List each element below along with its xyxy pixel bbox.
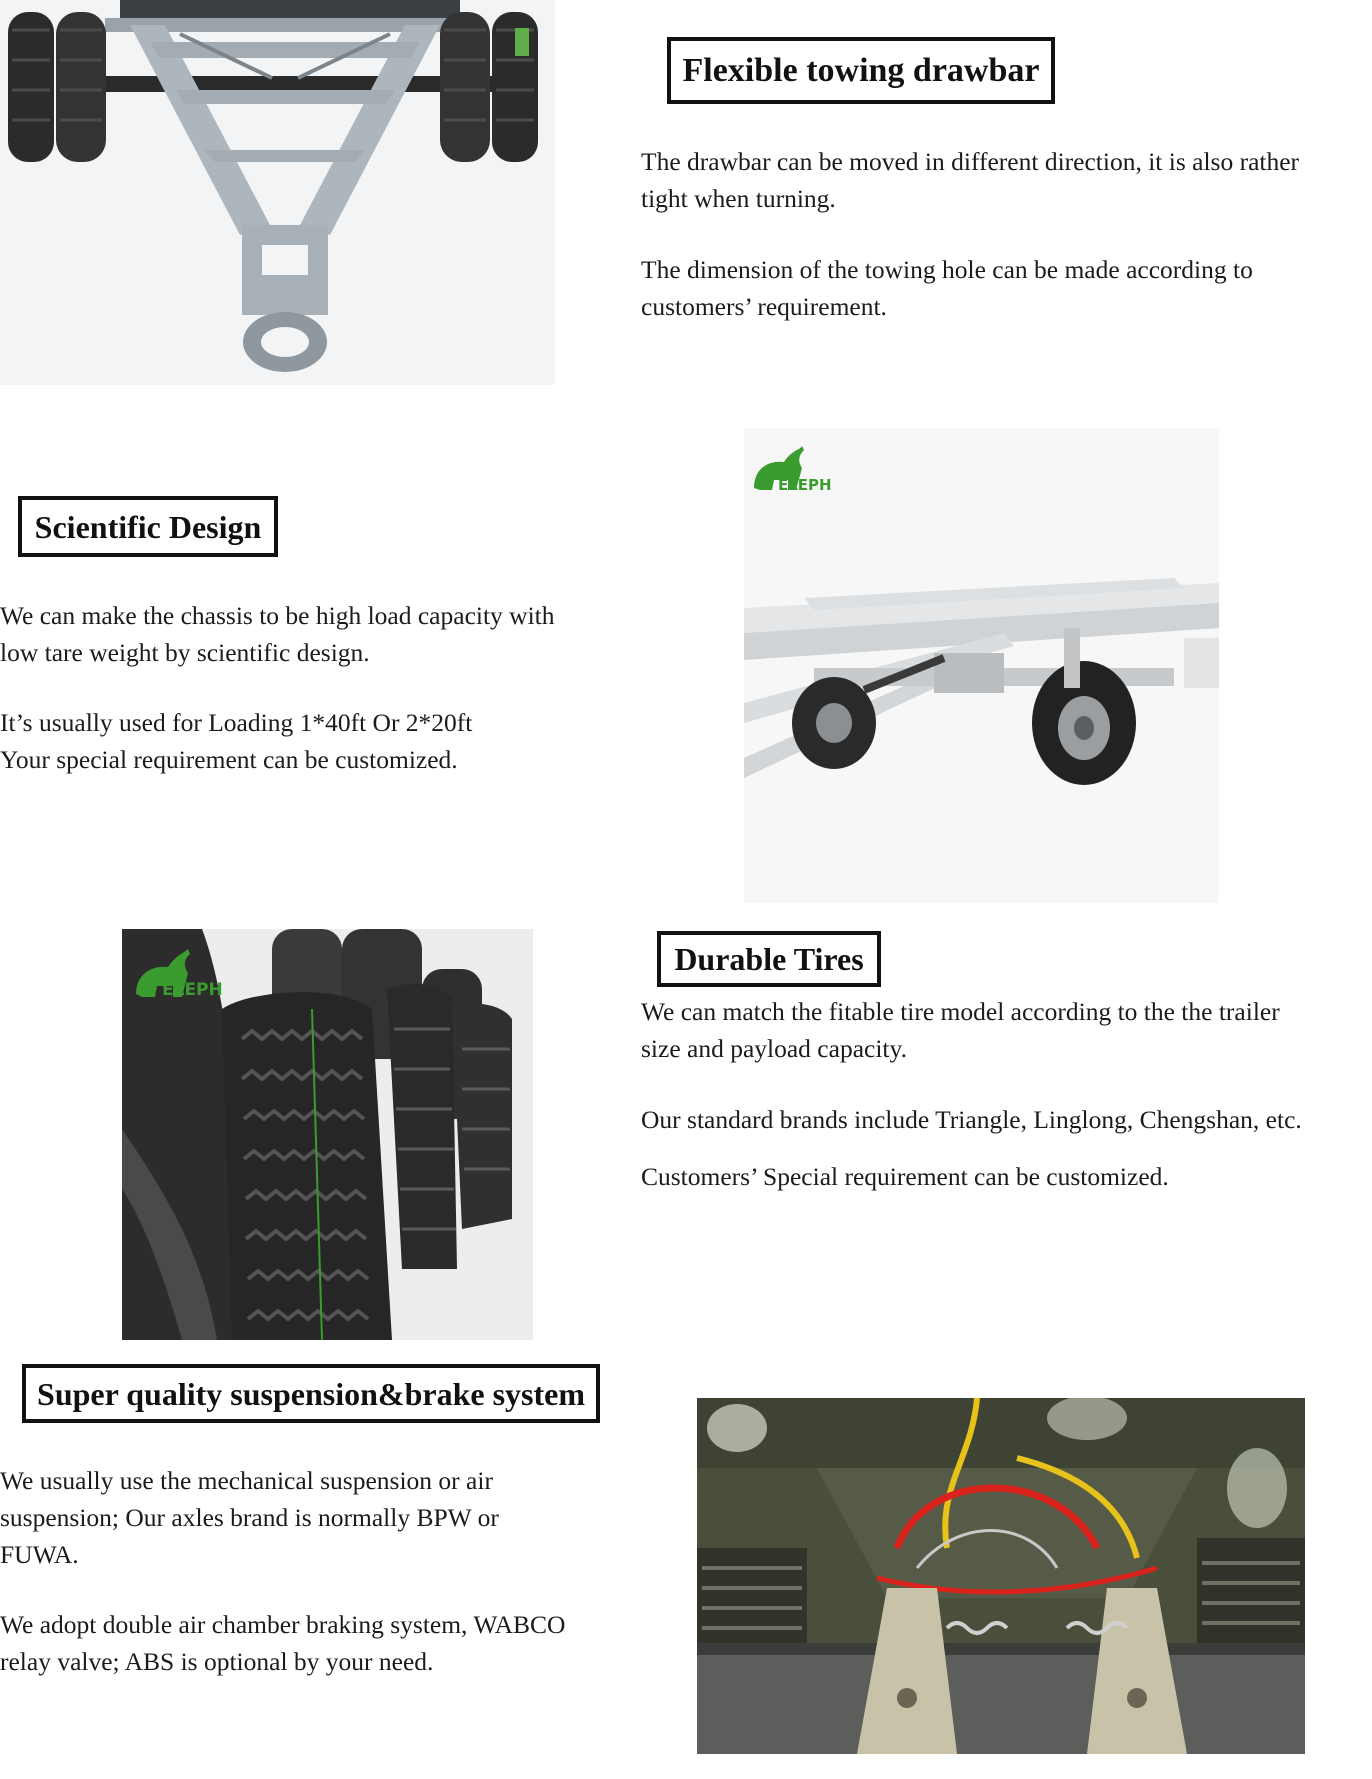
suspension-brake-photo — [697, 1398, 1305, 1754]
suspension-line-1: We usually use the mechanical suspension or air — [0, 1466, 493, 1495]
drawbar-line-1: The drawbar can be moved in different direction, it is also rather — [641, 147, 1300, 176]
tires-line-2: size and payload capacity. — [641, 1034, 907, 1063]
suspension-paragraph-2 — [0, 1606, 565, 1680]
tires-line-3: Our standard brands include Triangle, Linglong, Chengshan, etc. — [641, 1105, 1302, 1134]
suspension-line-3: FUWA. — [0, 1540, 79, 1569]
towing-drawbar-photo — [0, 0, 555, 385]
tires-paragraph-2 — [641, 1101, 1302, 1138]
svg-text:ELEPH: ELEPH — [162, 980, 223, 1000]
section-title-drawbar: Flexible towing drawbar — [667, 37, 1055, 104]
tires-paragraph-3 — [641, 1158, 1169, 1195]
design-line-4: Your special requirement can be customized. — [0, 745, 458, 774]
section-title-design: Scientific Design — [18, 496, 278, 557]
design-paragraph-2 — [0, 704, 472, 778]
drawbar-paragraph-2 — [641, 251, 1253, 325]
tires-paragraph-1 — [641, 993, 1280, 1067]
tires-line-4: Customers’ Special requirement can be customized. — [641, 1162, 1169, 1191]
tires-stack-photo — [122, 929, 533, 1340]
drawbar-line-4: customers’ requirement. — [641, 292, 887, 321]
svg-text:ELEPH: ELEPH — [778, 476, 832, 494]
section-title-suspension: Super quality suspension&brake system — [22, 1364, 600, 1423]
suspension-line-5: relay valve; ABS is optional by your need. — [0, 1647, 434, 1676]
design-paragraph-1 — [0, 597, 555, 671]
section-title-tires: Durable Tires — [657, 931, 881, 987]
tires-line-1: We can match the fitable tire model according to the the trailer — [641, 997, 1280, 1026]
drawbar-line-3: The dimension of the towing hole can be made according to — [641, 255, 1253, 284]
suspension-line-2: suspension; Our axles brand is normally BPW or — [0, 1503, 499, 1532]
suspension-paragraph-1 — [0, 1462, 499, 1573]
design-line-1: We can make the chassis to be high load capacity with — [0, 601, 555, 630]
drawbar-paragraph-1 — [641, 143, 1299, 217]
design-line-2: low tare weight by scientific design. — [0, 638, 370, 667]
suspension-line-4: We adopt double air chamber braking system, WABCO — [0, 1610, 566, 1639]
drawbar-line-2: tight when turning. — [641, 184, 836, 213]
design-line-3: It’s usually used for Loading 1*40ft Or 2*20ft — [0, 708, 473, 737]
chassis-frame-photo — [744, 428, 1219, 903]
